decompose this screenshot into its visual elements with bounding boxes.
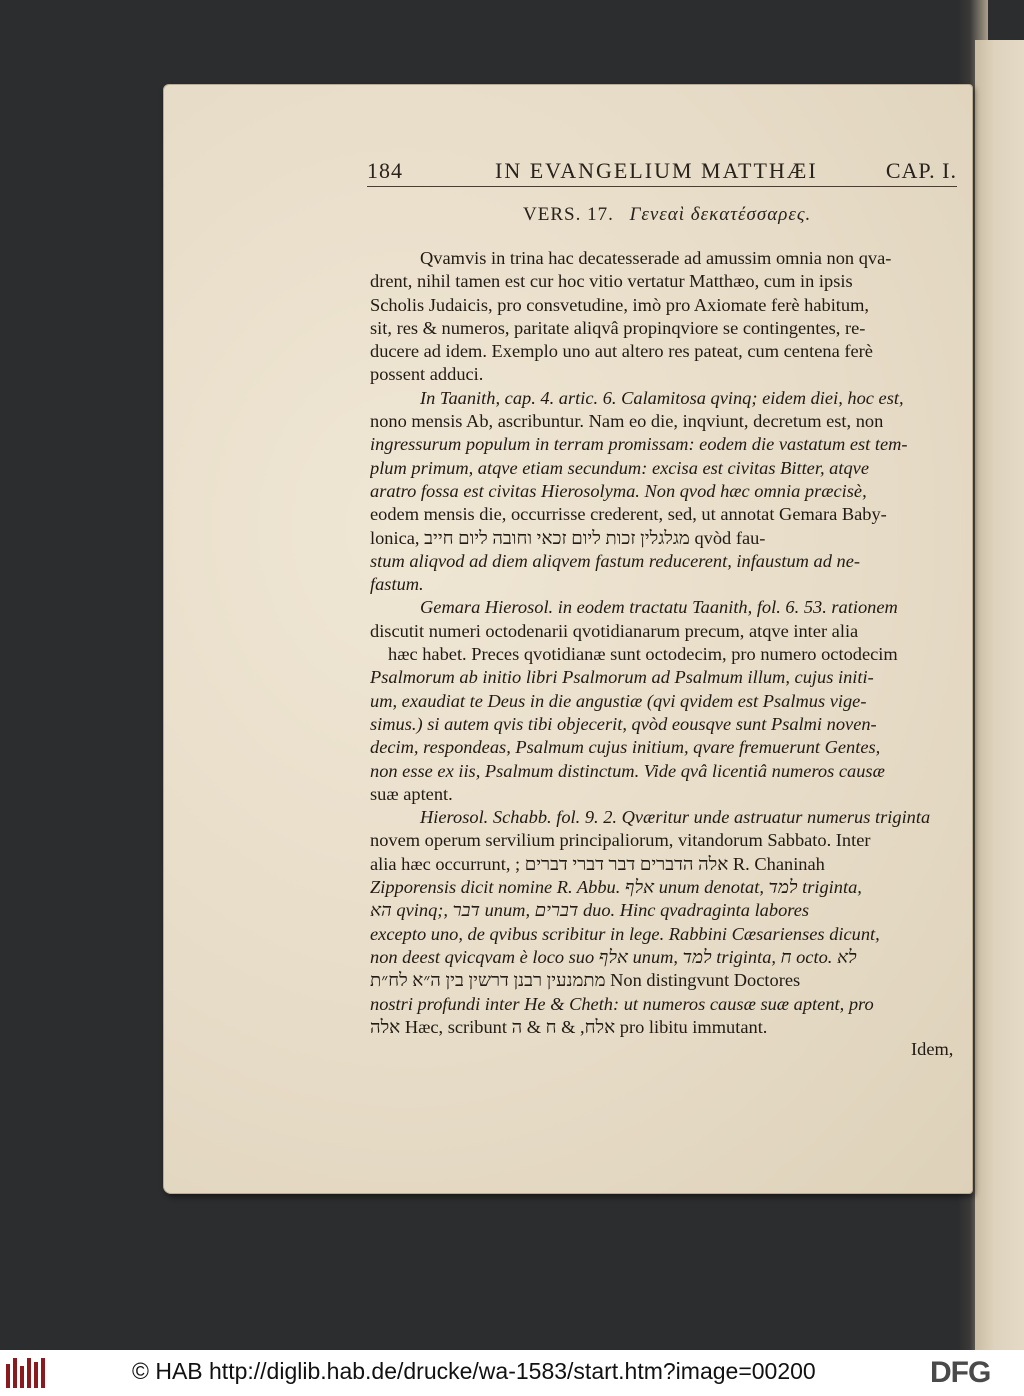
body-text bbox=[370, 247, 958, 1039]
text-line: non deest qvicqvam è loco suo אלף unum, למד triginta, ח octo. לא bbox=[370, 946, 857, 967]
text-line: sit, res & numeros, paritate aliqvâ propinqviore se contingentes, re- bbox=[370, 317, 866, 338]
adjacent-page-edge bbox=[975, 40, 1024, 1350]
text-line: aratro fossa est civitas Hierosolyma. Non qvod hæc omnia præcisè, bbox=[370, 480, 867, 501]
text-line: Scholis Judaicis, pro consvetudine, imò pro Axiomate ferè habitum, bbox=[370, 294, 870, 315]
verse-label: VERS. 17. bbox=[523, 204, 614, 225]
verse-greek: Γενεαὶ δεκατέσσαρες. bbox=[629, 204, 812, 225]
text-line: possent adduci. bbox=[370, 364, 484, 385]
text-line: suæ aptent. bbox=[370, 783, 453, 804]
footer-bar bbox=[0, 1350, 1024, 1396]
hab-logo-icon bbox=[6, 1358, 46, 1388]
text-line: stum aliqvod ad diem aliqvem fastum reducerent, infaustum ad ne- bbox=[370, 550, 861, 571]
text-line: מתמנעין רבנן דרשין בין ה״א לח״ת Non distingvunt Doctores bbox=[370, 970, 801, 991]
book-page bbox=[163, 84, 973, 1194]
text-line: nostri profundi inter He & Cheth: ut numeros causæ suæ aptent, pro bbox=[370, 993, 874, 1014]
text-line: novem operum servilium principaliorum, vitandorum Sabbato. Inter bbox=[370, 830, 871, 851]
text-line: hæc habet. Preces qvotidianæ sunt octodecim, pro numero octodecim bbox=[388, 644, 898, 665]
text-line: nono mensis Ab, ascribuntur. Nam eo die, inqviunt, decretum est, non bbox=[370, 411, 884, 432]
text-line: non esse ex iis, Psalmum distinctum. Vide qvâ licentiâ numeros causæ bbox=[370, 760, 885, 781]
text-line: alia hæc occurrunt, ; אלה הדברים דבר דברי דברים R. Chaninah bbox=[370, 853, 825, 874]
text-line: Psalmorum ab initio libri Psalmorum ad Psalmum illum, cujus initi- bbox=[370, 667, 874, 688]
verse-heading bbox=[523, 204, 811, 226]
text-line: ducere ad idem. Exemplo uno aut altero res pateat, cum centena ferè bbox=[370, 341, 873, 362]
catchword: Idem, bbox=[911, 1039, 954, 1059]
text-line: Hierosol. Schabb. fol. 9. 2. Qværitur unde astruatur numerus triginta bbox=[420, 807, 931, 828]
text-line: ingressurum populum in terram promissam: eodem die vastatum est tem- bbox=[370, 434, 908, 455]
text-line: In Taanith, cap. 4. artic. 6. Calamitosa qvinq; eidem diei, hoc est, bbox=[420, 387, 904, 408]
text-line: plum primum, atqve etiam secundum: excisa est civitas Bitter, atqve bbox=[370, 457, 869, 478]
text-line: eodem mensis die, occurrisse crederent, sed, ut annotat Gemara Baby- bbox=[370, 504, 887, 525]
text-line: הא qvinq;, דבר unum, דברים duo. Hinc qvadraginta labores bbox=[370, 900, 810, 921]
text-line: drent, nihil tamen est cur hoc vitio vertatur Matthæo, cum in ipsis bbox=[370, 271, 853, 292]
dfg-logo: DFG bbox=[930, 1356, 991, 1389]
copyright-link[interactable]: © HAB http://diglib.hab.de/drucke/wa-1583/start.htm?image=00200 bbox=[132, 1358, 816, 1384]
text-line: אלה Hæc, scribunt אלח, & ח & ה pro libitu immutant. bbox=[370, 1016, 768, 1037]
text-line: excepto uno, de qvibus scribitur in lege. Rabbini Cæsarienses dicunt, bbox=[370, 923, 880, 944]
chapter-label: CAP. I. bbox=[885, 158, 957, 183]
text-line: um, exaudiat te Deus in die angustiæ (qvi qvidem est Psalmus vige- bbox=[370, 690, 867, 711]
text-line: decim, respondeas, Psalmum cujus initium, qvare fremuerunt Gentes, bbox=[370, 737, 881, 758]
header-rule bbox=[367, 186, 957, 187]
text-line: discutit numeri octodenarii qvotidianarum precum, atqve inter alia bbox=[370, 620, 859, 641]
text-line: simus.) si autem qvis tibi objecerit, qvòd eousqve sunt Psalmi noven- bbox=[370, 713, 877, 734]
text-line: lonica, מגלגלין זכות ליום זכאי וחובה ליום חייב qvòd fau- bbox=[370, 527, 766, 548]
running-title: IN EVANGELIUM MATTHÆI bbox=[495, 158, 818, 183]
text-line: Qvamvis in trina hac decatesserade ad amussim omnia non qva- bbox=[420, 248, 892, 268]
text-line: Gemara Hierosol. in eodem tractatu Taanith, fol. 6. 53. rationem bbox=[420, 597, 898, 618]
text-line: Zipporensis dicit nomine R. Abbu. אלף unum denotat, למד triginta, bbox=[370, 877, 862, 898]
page-number: 184 bbox=[367, 158, 403, 183]
text-line: fastum. bbox=[370, 574, 424, 595]
